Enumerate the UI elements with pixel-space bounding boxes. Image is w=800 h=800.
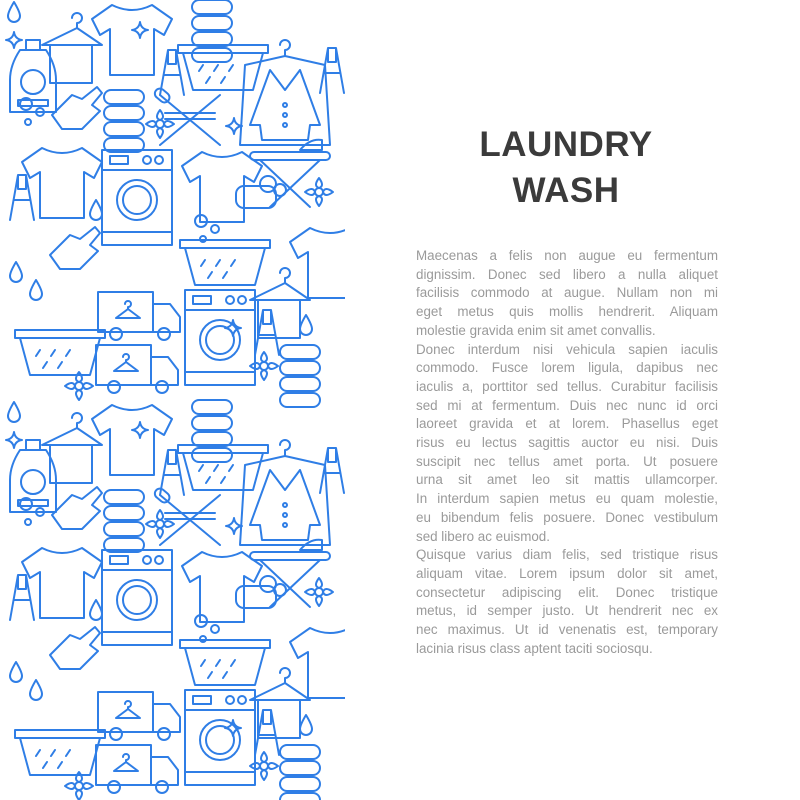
- laundry-icon-pattern: [0, 0, 345, 800]
- page-title: [416, 122, 716, 214]
- text-line: suscipit nec tellus amet porta. Ut posuere: [416, 453, 718, 469]
- paragraph: [416, 247, 718, 341]
- text-line: facilisis commodo at augue. Nullam non mi: [416, 285, 718, 301]
- title-line-2: WASH: [512, 171, 620, 210]
- text-line: Quisque varius diam felis, sed tristique risus: [416, 547, 718, 563]
- text-line: sed mi at fermentum. Duis nec nunc id orci: [416, 397, 718, 413]
- text-line: molestie gravida enim sit amet convallis.: [416, 322, 656, 338]
- text-line: metus, id semper justo. Ut hendrerit nec ex: [416, 603, 718, 619]
- text-line: consectetur adipiscing elit. Donec tristique: [416, 584, 718, 600]
- text-line: eget metus quis mollis hendrerit. Aliquam: [416, 304, 718, 320]
- text-line: In interdum sapien metus eu quam molestie,: [416, 491, 718, 507]
- paragraph: [416, 546, 718, 658]
- text-line: iaculis a, porttitor sed tellus. Curabitur facilisis: [416, 378, 718, 394]
- pattern-tile-bottom: [6, 400, 345, 800]
- text-line: eu bibendum felis posuere. Donec vestibulum: [416, 509, 718, 525]
- text-line: nec maximus. Ut id venenatis est, temporary: [416, 622, 718, 638]
- text-line: sed libero ac euismod.: [416, 528, 550, 544]
- text-line: Maecenas a felis non augue eu fermentum: [416, 248, 718, 263]
- body-text: [416, 247, 718, 658]
- title-line-1: LAUNDRY: [479, 125, 653, 164]
- text-line: aliquam vitae. Lorem ipsum dolor sit amet,: [416, 565, 718, 581]
- text-line: laoreet gravida et at lorem. Phasellus eget: [416, 416, 718, 432]
- pattern-tile-top: [6, 0, 345, 407]
- text-line: risus eu lectus sagittis auctor eu nisi. Duis: [416, 435, 718, 451]
- text-line: dignissim. Donec sed libero a nulla aliquet: [416, 266, 718, 282]
- text-line: urna sit amet leo sit mattis ullamcorper.: [416, 472, 718, 488]
- text-line: commodo. Fusce lorem ligula, dapibus nec: [416, 360, 718, 376]
- paragraph: [416, 341, 718, 547]
- text-line: lacinia risus class aptent taciti sociosqu.: [416, 640, 653, 656]
- text-line: Donec interdum nisi vehicula sapien iaculis: [416, 341, 718, 357]
